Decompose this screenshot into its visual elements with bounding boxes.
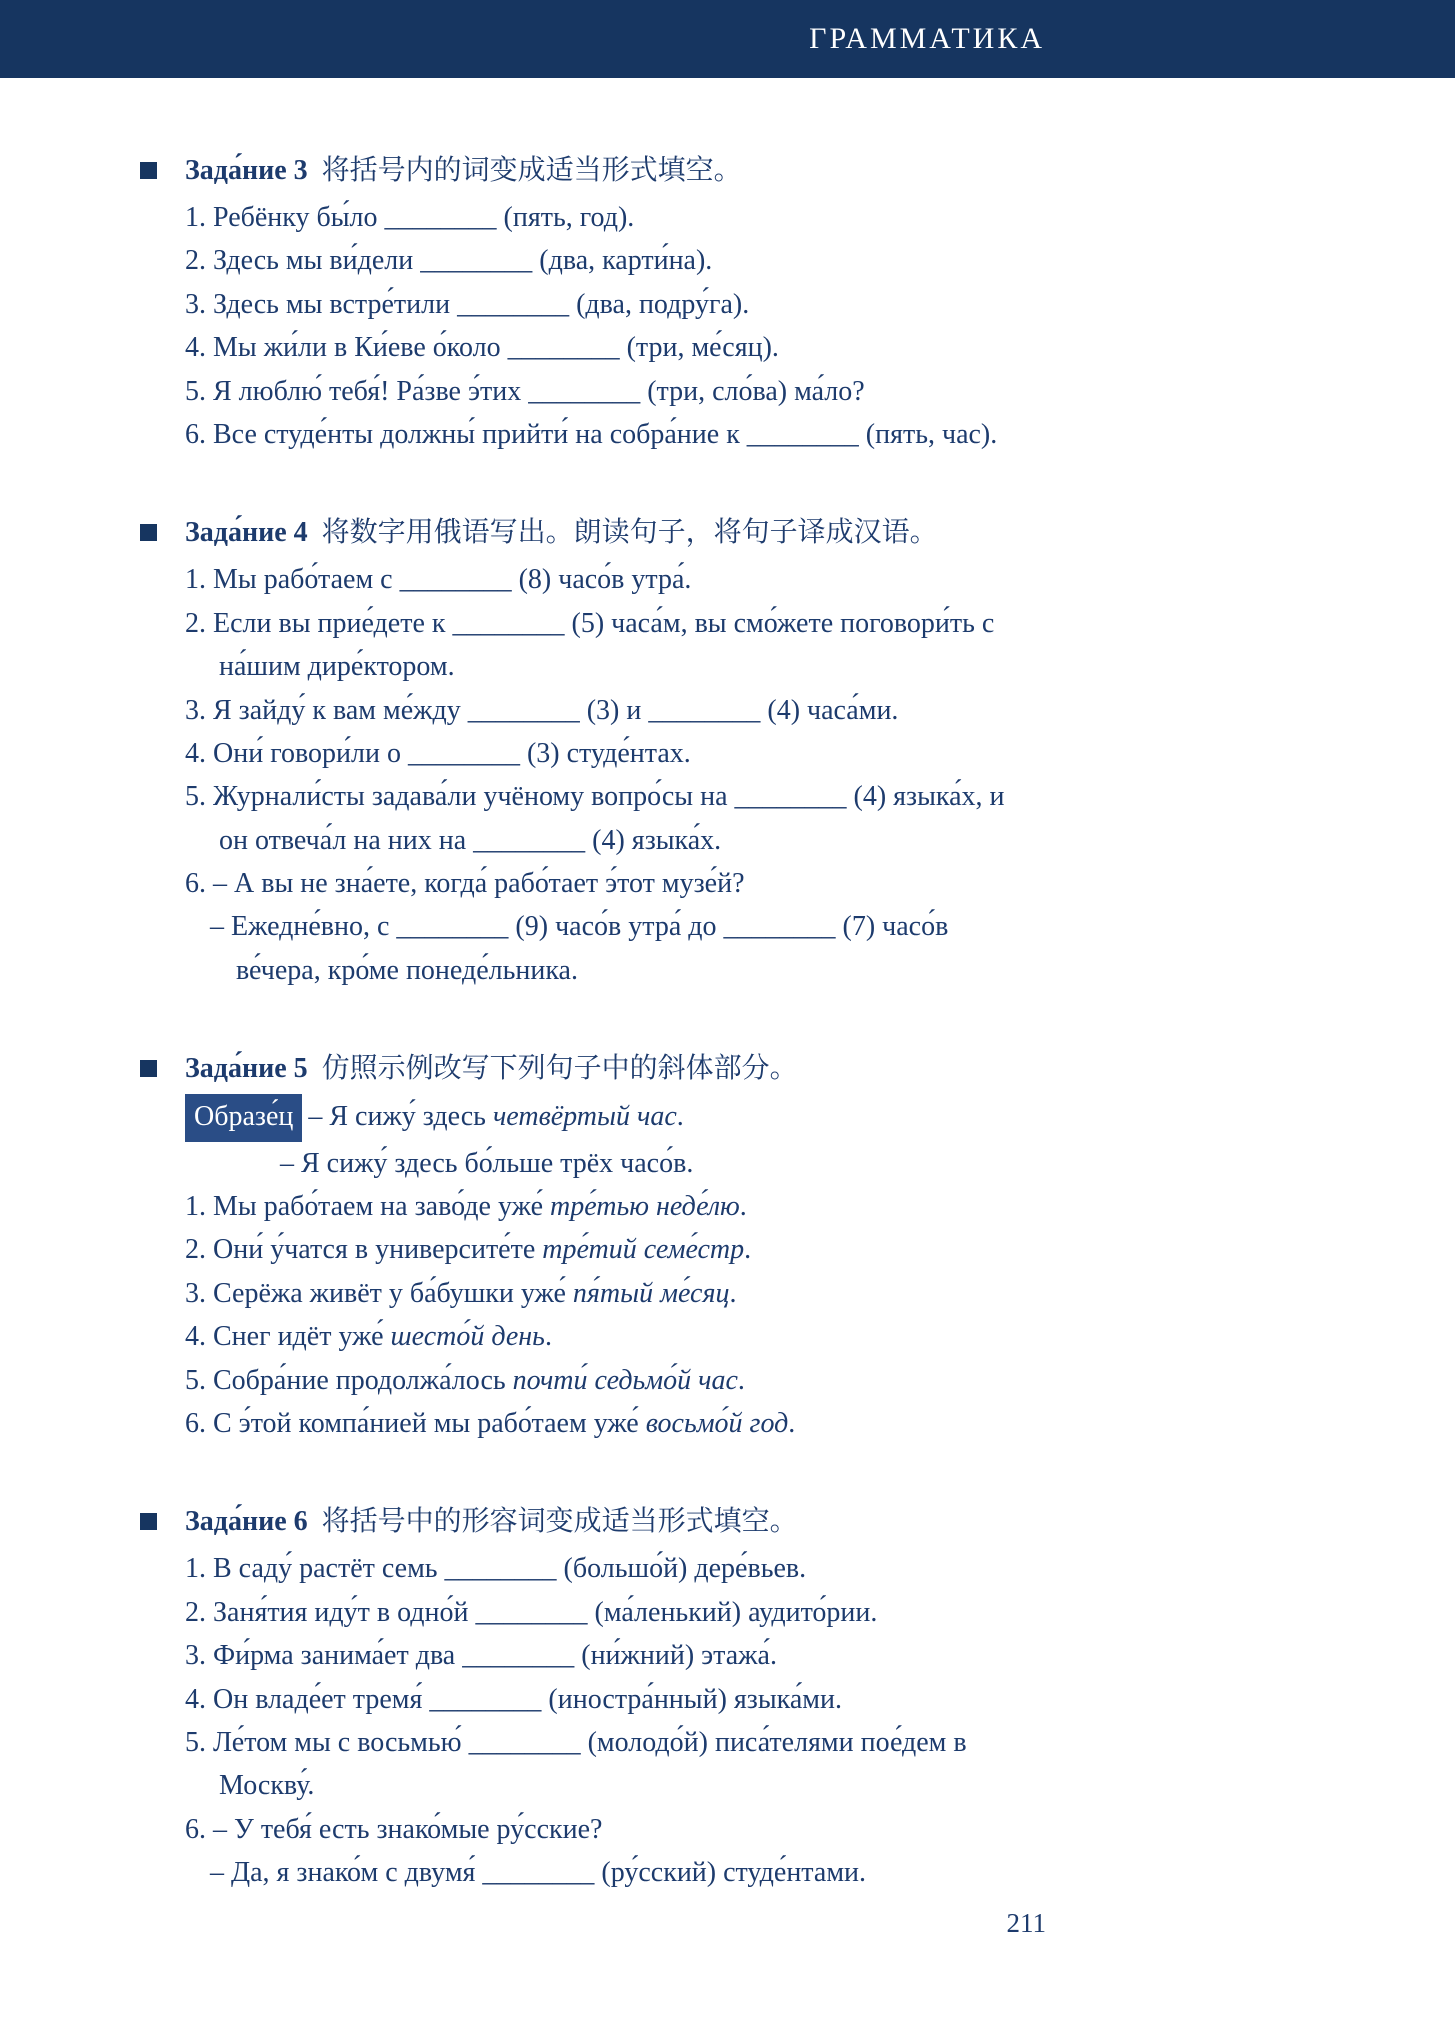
item-text: 2. Они́ у́чатся в университе́те: [185, 1234, 543, 1266]
item-text: .: [744, 1234, 752, 1266]
exercise-item: [185, 1359, 1020, 1402]
exercise-item: [185, 1272, 1020, 1315]
exercise-item: 3. Я зайду́ к вам ме́жду ________ (3) и ________ (4) часа́ми.: [185, 694, 899, 726]
task-label: Зада́ние 3: [185, 155, 308, 186]
example-label-badge: Образе́ц: [185, 1094, 302, 1141]
example-text: .: [676, 1101, 684, 1133]
task-label: Зада́ние 5: [185, 1053, 308, 1085]
exercise-item: 2. Здесь мы ви́дели ________ (два, карти́на).: [185, 245, 713, 277]
exercise-item: 2. Заня́тия иду́т в одно́й ________ (ма́ленький) аудито́рии.: [185, 1596, 878, 1628]
task-instruction: 将数字用俄语写出。朗读句子，将句子译成汉语。: [321, 517, 938, 549]
exercise-item: 6. Все студе́нты должны́ прийти́ на собра́ние к ________ (пять, час).: [185, 418, 998, 450]
exercise-item: 4. Они́ говори́ли о ________ (3) студе́нтах.: [185, 737, 691, 769]
task-5-items: [140, 1185, 1020, 1445]
exercise-item: 5. Я люблю́ тебя́! Ра́зве э́тих ________ (три, сло́ва) ма́ло?: [185, 375, 865, 407]
item-text: 1. Мы рабо́таем на заво́де уже́: [185, 1191, 550, 1223]
exercise-item: 3. Здесь мы встре́тили ________ (два, подру́га).: [185, 288, 750, 320]
exercise-item: 1. В саду́ растёт семь ________ (большо́й) дере́вьев.: [185, 1553, 807, 1585]
example-text: – Я сижу́ здесь: [308, 1101, 493, 1133]
exercise-item: 5. Ле́том мы с восьмью́ ________ (молодо́й) писа́телями пое́дем в Москву́.: [185, 1726, 967, 1802]
item-italic-text: восьмо́й год: [645, 1407, 789, 1439]
item-text: 5. Собра́ние продолжа́лось: [185, 1364, 513, 1396]
item-italic-text: почти́ седьмо́й час: [512, 1364, 738, 1396]
task-instruction: 将括号中的形容词变成适当形式填空。: [321, 1506, 798, 1538]
exercise-item: 6. – У тебя́ есть знако́мые ру́сские?: [185, 1813, 603, 1845]
task-3-items: [140, 196, 1020, 456]
exercise-item: 4. Мы жи́ли в Ки́еве о́коло ________ (три, ме́сяц).: [185, 332, 779, 364]
example-block: [140, 1094, 1060, 1185]
header-bar: [0, 0, 1455, 78]
item-italic-text: пя́тый ме́сяц: [572, 1277, 730, 1309]
item-text: .: [788, 1407, 796, 1439]
square-bullet-icon: [140, 162, 157, 179]
task-label: Зада́ние 6: [185, 1506, 308, 1538]
exercise-item: [185, 1402, 1020, 1445]
exercise-item: 1. Мы рабо́таем с ________ (8) часо́в утра́.: [185, 564, 692, 596]
task-5-section: [140, 1048, 1060, 1445]
task-3-section: [140, 150, 1060, 456]
exercise-item: 2. Если вы прие́дете к ________ (5) часа́м, вы смо́жете поговори́ть с на́шим дире́ктором.: [185, 607, 995, 683]
page-number: 211: [1006, 1908, 1046, 1938]
task-3-heading: [140, 150, 1060, 192]
square-bullet-icon: [140, 1513, 157, 1530]
item-text: .: [739, 1191, 747, 1223]
page-content: [0, 78, 1060, 1895]
exercise-item: [185, 1315, 1020, 1358]
task-label: Зада́ние 4: [185, 517, 308, 549]
example-line-2: – Я сижу́ здесь бо́льше трёх часо́в.: [280, 1147, 694, 1179]
task-4-items: [140, 558, 1020, 992]
exercise-item: 1. Ребёнку бы́ло ________ (пять, год).: [185, 202, 635, 233]
item-text: 3. Серёжа живёт у ба́бушки уже́: [185, 1277, 573, 1309]
item-text: .: [737, 1364, 745, 1396]
exercise-item-reply: – Да, я знако́м с двумя́ ________ (ру́сский) студе́нтами.: [210, 1857, 867, 1889]
task-6-items: [140, 1547, 1020, 1894]
task-6-section: [140, 1501, 1060, 1894]
item-text: 4. Снег идёт уже́: [185, 1321, 391, 1353]
item-italic-text: тре́тий семе́стр: [542, 1234, 745, 1266]
exercise-item: [185, 1185, 1020, 1228]
exercise-item: [185, 1228, 1020, 1271]
page-header-title: ГРАММАТИКА: [809, 22, 1045, 55]
task-4-heading: [140, 512, 1060, 554]
exercise-item: 6. – А вы не зна́ете, когда́ рабо́тает э́тот музе́й?: [185, 868, 745, 900]
exercise-item: 3. Фи́рма занима́ет два ________ (ни́жний) этажа́.: [185, 1640, 777, 1672]
exercise-item: 5. Журнали́сты задава́ли учёному вопро́сы на ________ (4) языка́х, и он отвеча́л на них на ________ (4) языка́х.: [185, 781, 1005, 856]
item-text: 6. С э́той компа́нией мы рабо́таем уже́: [185, 1407, 646, 1439]
example-italic-text: четвёртый час: [492, 1101, 677, 1133]
exercise-item-reply: – Ежедне́вно, с ________ (9) часо́в утра́ до ________ (7) часо́в ве́чера, кро́ме понеде́льника.: [210, 911, 949, 986]
item-italic-text: шесто́й день: [390, 1321, 545, 1353]
task-6-heading: [140, 1501, 1060, 1543]
square-bullet-icon: [140, 524, 157, 541]
item-text: .: [544, 1321, 552, 1353]
item-italic-text: тре́тью неде́лю: [550, 1191, 740, 1223]
task-4-section: [140, 512, 1060, 992]
square-bullet-icon: [140, 1060, 157, 1077]
task-5-heading: [140, 1048, 1060, 1090]
task-instruction: 仿照示例改写下列句子中的斜体部分。: [321, 1053, 798, 1085]
example-line-1: [185, 1094, 1060, 1141]
exercise-item: 4. Он владе́ет тремя́ ________ (иностра́нный) языка́ми.: [185, 1683, 842, 1715]
task-instruction: 将括号内的词变成适当形式填空。: [321, 155, 742, 186]
item-text: .: [729, 1277, 737, 1309]
